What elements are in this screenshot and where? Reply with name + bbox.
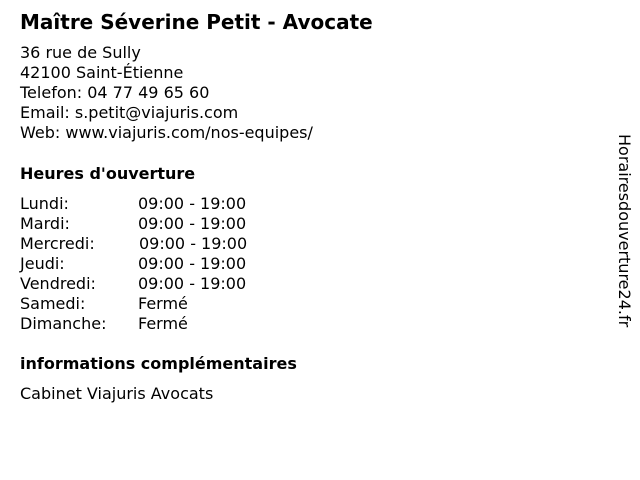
day-hours: Fermé [138,314,188,333]
day-label: Mardi: [20,214,70,233]
day-hours: 09:00 - 19:00 [138,194,247,213]
hours-row-monday [20,194,280,214]
site-watermark: Horairesdouverture24.fr [615,134,634,328]
hours-row-friday [20,274,280,294]
day-label: Samedi: [20,294,86,313]
opening-hours-heading: Heures d'ouverture [20,164,196,183]
business-title: Maître Séverine Petit - Avocate [20,10,373,34]
additional-info-heading: informations complémentaires [20,354,297,373]
day-hours: 09:00 - 19:00 [138,254,247,273]
website-url: Web: www.viajuris.com/nos-equipes/ [20,123,313,142]
hours-row-thursday [20,254,280,274]
day-hours: Fermé [138,294,188,313]
phone-number: Telefon: 04 77 49 65 60 [20,83,210,102]
additional-info-text: Cabinet Viajuris Avocats [20,384,214,403]
street-address: 36 rue de Sully [20,43,141,62]
day-hours: 09:00 - 19:00 [138,274,247,293]
day-label: Vendredi: [20,274,96,293]
day-label: Jeudi: [20,254,65,273]
day-label: Lundi: [20,194,69,213]
hours-row-saturday [20,294,280,314]
hours-row-wednesday [20,234,280,254]
contact-block [20,43,313,143]
email-address: Email: s.petit@viajuris.com [20,103,239,122]
day-hours: 09:00 - 19:00 [139,234,248,253]
opening-hours-table [20,194,280,334]
city-address: 42100 Saint-Étienne [20,63,184,82]
hours-row-tuesday [20,214,280,234]
hours-row-sunday [20,314,280,334]
day-label: Dimanche: [20,314,107,333]
day-hours: 09:00 - 19:00 [138,214,247,233]
day-label: Mercredi: [20,234,95,253]
